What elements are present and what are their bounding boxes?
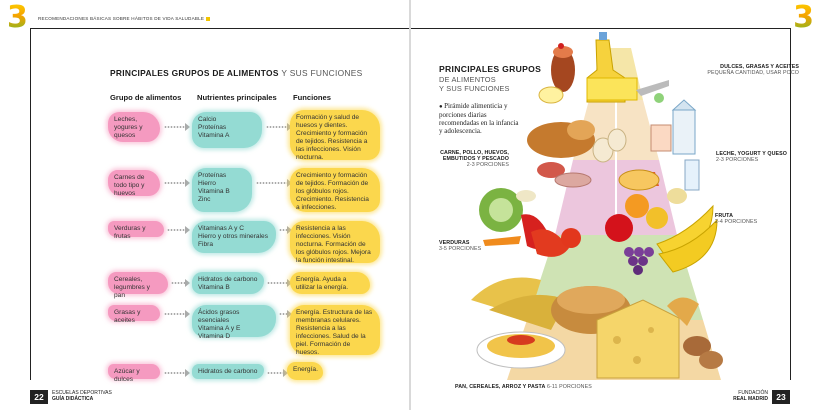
header-functions: Funciones <box>293 93 331 102</box>
row-arrow <box>279 227 288 233</box>
chapter-number: 3 <box>7 0 28 35</box>
nutrients-cell: Hidratos de carbono Vitamina B <box>192 272 264 294</box>
butter-icon <box>587 78 637 100</box>
pyramid-subtitle: ● Pirámide alimenticia y porciones diarias recomendadas en la infancia y adolescencia. <box>439 102 519 135</box>
footer-publication: ESCUELAS DEPORTIVAS GUÍA DIDÁCTICA <box>52 390 112 402</box>
right-page <box>411 0 820 410</box>
orange-icon <box>625 194 649 218</box>
nutrients-cell: Vitaminas A y C Hierro y otros minerales Fibra <box>192 221 276 253</box>
row-arrow <box>267 370 284 376</box>
yogurt-icon <box>651 125 671 151</box>
row-arrow <box>164 180 186 186</box>
nutrients-cell: Ácidos grasos esenciales Vitamina A y E Vitamina D <box>192 305 276 337</box>
row-arrow <box>267 280 288 286</box>
group-cell: Cereales, legumbres y pan <box>108 272 168 294</box>
row-arrow <box>256 180 288 186</box>
group-cell: Verduras y frutas <box>108 221 164 237</box>
header-group: Grupo de alimentos <box>110 93 182 102</box>
functions-cell: Energía. Ayuda a utilizar la energía. <box>290 272 370 294</box>
group-cell: Carnes de todo tipo y huevos <box>108 170 160 196</box>
label-dairy: LECHE, YOGURT Y QUESO 2-3 PORCIONES <box>716 151 787 164</box>
lemon-icon <box>646 207 668 229</box>
page-number: 23 <box>772 390 790 404</box>
row-arrow <box>266 124 288 130</box>
label-fruit: FRUTA 2-4 PORCIONES <box>715 213 758 226</box>
label-grains: PAN, CEREALES, ARROZ Y PASTA 6-11 PORCIONES <box>455 384 592 390</box>
row-arrow <box>164 311 186 317</box>
running-head: RECOMENDACIONES BÁSICAS SOBRE HÁBITOS DE VIDA SALUDABLE <box>38 16 210 21</box>
apple-icon <box>605 214 633 242</box>
row-arrow <box>164 124 186 130</box>
group-cell: Azúcar y dulces <box>108 364 160 379</box>
food-pyramid-illustration <box>411 0 820 410</box>
header-nutrients: Nutrientes principales <box>197 93 277 102</box>
label-vegetables: VERDURAS 3-5 PORCIONES <box>439 240 482 253</box>
functions-cell: Energía. <box>287 362 323 380</box>
ham-icon <box>555 173 591 187</box>
row-arrow <box>164 370 186 376</box>
milk-carton-icon <box>673 110 695 154</box>
page-number: 22 <box>30 390 48 404</box>
left-page <box>0 0 409 410</box>
nutrients-cell: Hidratos de carbono <box>192 364 264 379</box>
cheese-bowl-icon <box>619 170 659 190</box>
row-arrow <box>167 227 186 233</box>
functions-cell: Energía. Estructura de las membranas celulares. Resistencia a las infecciones. Salud de la piel. Formación de huesos. <box>290 305 380 355</box>
page-title: PRINCIPALES GRUPOS DE ALIMENTOS Y SUS FUNCIONES <box>110 68 363 78</box>
label-sweets: DULCES, GRASAS Y ACEITES PEQUEÑA CANTIDAD, USAR POCO <box>707 64 799 77</box>
pyramid-title: PRINCIPALES GRUPOS DE ALIMENTOS Y SUS FUNCIONES <box>439 64 542 94</box>
frame-top <box>30 28 409 29</box>
chapter-number: 3 <box>793 0 814 35</box>
frame-left <box>30 28 31 380</box>
nutrients-cell: Proteínas Hierro Vitamina B Zinc <box>192 168 252 212</box>
group-cell: Grasas y aceites <box>108 305 160 321</box>
nutrients-cell: Calcio Proteínas Vitamina A <box>192 112 262 148</box>
functions-cell: Resistencia a las infecciones. Visión nocturna. Formación de los glóbulos rojos. Mejora la función intestinal. <box>290 221 380 263</box>
functions-cell: Formación y salud de huesos y dientes. Crecimiento y formación de tejidos. Resistencia a las infecciones. Visión nocturna. <box>290 110 380 160</box>
functions-cell: Crecimiento y formación de tejidos. Formación de los glóbulos rojos. Crecimiento. Resistencia a infecciones. <box>290 168 380 212</box>
glass-milk-icon <box>685 160 699 190</box>
sweets-fats-group <box>539 32 669 103</box>
row-arrow <box>171 280 186 286</box>
tomato-icon <box>561 228 581 248</box>
label-meat: CARNE, POLLO, HUEVOS, EMBUTIDOS Y PESCADO 2-3 PORCIONES <box>440 150 509 169</box>
row-arrow <box>279 311 288 317</box>
group-cell: Leches, yogures y quesos <box>108 112 160 142</box>
footer-foundation: FUNDACIÓN REAL MADRID <box>733 390 768 402</box>
